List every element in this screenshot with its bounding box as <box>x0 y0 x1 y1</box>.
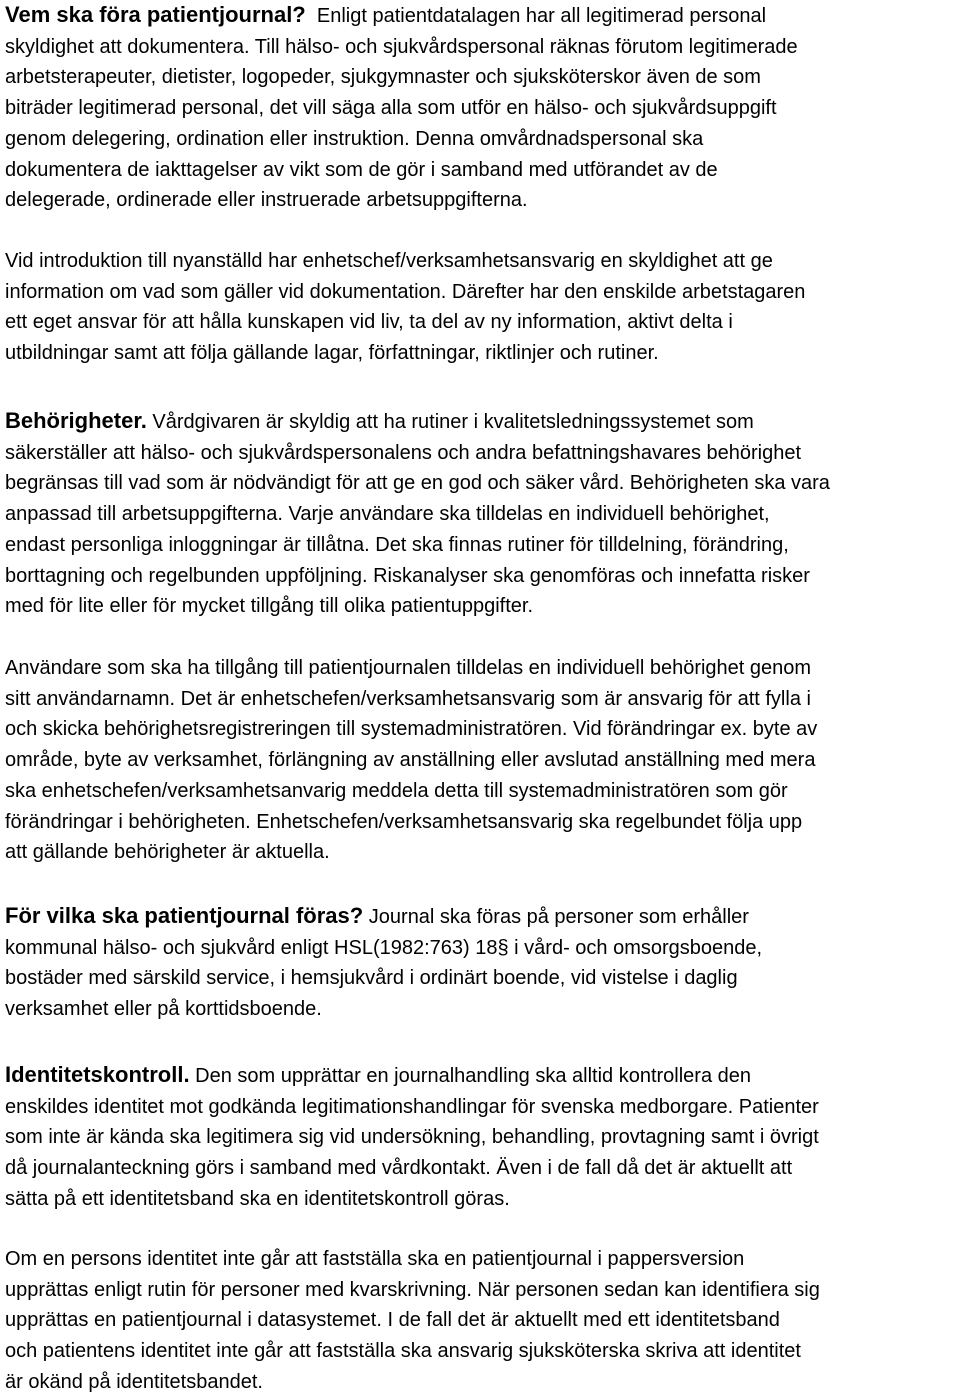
text-line: är okänd på identitetsbandet. <box>5 1370 263 1393</box>
paragraph-text: Den som upprättar en journalhandling ska alltid kontrollera den <box>195 1065 752 1087</box>
text-line <box>5 0 960 32</box>
text-line: genom delegering, ordination eller instruktion. Denna omvårdnadspersonal ska <box>5 127 704 150</box>
text-line: verksamhet eller på korttidsboende. <box>5 998 322 1021</box>
text-line: enskildes identitet mot godkända legitimationshandlingar för svenska medborgare. Patienter <box>5 1095 819 1118</box>
paragraph-text: Journal ska föras på personer som erhåller <box>368 906 749 928</box>
text-line: biträder legitimerad personal, det vill säga alla som utför en hälso- och sjukvårdsuppgift <box>5 97 777 120</box>
text-line: som inte är kända ska legitimera sig vid undersökning, behandling, provtagning samt i övrigt <box>5 1126 819 1149</box>
text-line: borttagning och regelbunden uppföljning. Riskanalyser ska genomföras och innefatta risker <box>5 564 810 587</box>
paragraph-okand-identitet <box>5 1244 960 1397</box>
paragraph-behorigheter <box>5 406 960 622</box>
text-line: Om en persons identitet inte går att fastställa ska en patientjournal i pappersversion <box>5 1248 745 1270</box>
text-line <box>5 1060 960 1092</box>
text-line: område, byte av verksamhet, förlängning av anställning eller avslutad anställning med mera <box>5 749 816 772</box>
text-line: upprättas en patientjournal i datasystemet. I de fall det är aktuellt med ett identitetsband <box>5 1309 780 1332</box>
text-line <box>5 901 960 933</box>
section-heading: För vilka ska patientjournal föras? <box>5 903 364 928</box>
paragraph-vem-ska-fora-patientjournal <box>5 0 960 216</box>
paragraph-for-vilka <box>5 901 960 1025</box>
text-line: begränsas till vad som är nödvändigt för att ge en god och säker vård. Behörigheten ska vara <box>5 472 830 495</box>
paragraph-anvandare <box>5 653 960 868</box>
text-line: dokumentera de iakttagelser av vikt som de gör i samband med utförandet av de <box>5 158 718 181</box>
text-line: Användare som ska ha tillgång till patientjournalen tilldelas en individuell behörighet genom <box>5 657 812 679</box>
text-line: skyldighet att dokumentera. Till hälso- och sjukvårdspersonal räknas förutom legitimerade <box>5 35 798 58</box>
text-line: och patientens identitet inte går att fastställa ska ansvarig sjuksköterska skriva att identitet <box>5 1340 801 1363</box>
text-line: sitt användarnamn. Det är enhetschefen/verksamhetsansvarig som är ansvarig för att fylla i <box>5 687 811 710</box>
text-line: arbetsterapeuter, dietister, logopeder, sjukgymnaster och sjuksköterskor även de som <box>5 66 761 89</box>
text-line <box>5 406 960 438</box>
text-line: förändringar i behörigheten. Enhetschefen/verksamhetsansvarig ska regelbundet följa upp <box>5 810 803 833</box>
text-line: ska enhetschefen/verksamhetsanvarig meddela detta till systemadministratören som gör <box>5 779 788 802</box>
text-line: bostäder med särskild service, i hemsjukvård i ordinärt boende, vid vistelse i daglig <box>5 967 738 990</box>
text-line: sätta på ett identitetsband ska en identitetskontroll göras. <box>5 1187 510 1210</box>
paragraph-introduktion <box>5 246 960 369</box>
text-line: information om vad som gäller vid dokumentation. Därefter har den enskilde arbetstagaren <box>5 280 806 303</box>
section-heading: Behörigheter. <box>5 408 147 433</box>
text-line: då journalanteckning görs i samband med vårdkontakt. Även i de fall då det är aktuellt att <box>5 1157 793 1180</box>
text-line: kommunal hälso- och sjukvård enligt HSL(1982:763) 18§ i vård- och omsorgsboende, <box>5 936 763 959</box>
text-line: delegerade, ordinerade eller instruerade arbetsuppgifterna. <box>5 189 528 212</box>
text-line: anpassad till arbetsuppgifterna. Varje användare ska tilldelas en individuell behörighet, <box>5 503 770 526</box>
text-line: utbildningar samt att följa gällande lagar, författningar, riktlinjer och rutiner. <box>5 342 659 365</box>
text-line: upprättas enligt rutin för personer med kvarskrivning. När personen sedan kan identifiera sig <box>5 1278 820 1301</box>
text-line: endast personliga inloggningar är tillåtna. Det ska finnas rutiner för tilldelning, förändring, <box>5 533 789 556</box>
text-line: och skicka behörighetsregistreringen till systemadministratören. Vid förändringar ex. byte av <box>5 718 818 741</box>
text-line: med för lite eller för mycket tillgång till olika patientuppgifter. <box>5 595 534 618</box>
section-heading: Identitetskontroll. <box>5 1062 190 1087</box>
text-line: Vid introduktion till nyanställd har enhetschef/verksamhetsansvarig en skyldighet att ge <box>5 250 773 272</box>
paragraph-text: Vårdgivaren är skyldig att ha rutiner i kvalitetsledningssystemet som <box>152 411 754 433</box>
text-line: säkerställer att hälso- och sjukvårdspersonalens och andra befattningshavares behörighet <box>5 441 802 464</box>
text-line: att gällande behörigheter är aktuella. <box>5 841 330 864</box>
section-heading: Vem ska föra patientjournal? <box>5 2 306 27</box>
text-line: ett eget ansvar för att hålla kunskapen vid liv, ta del av ny information, aktivt delta i <box>5 311 733 334</box>
paragraph-text: Enligt patientdatalagen har all legitimerad personal <box>316 5 767 27</box>
paragraph-identitetskontroll <box>5 1060 960 1215</box>
